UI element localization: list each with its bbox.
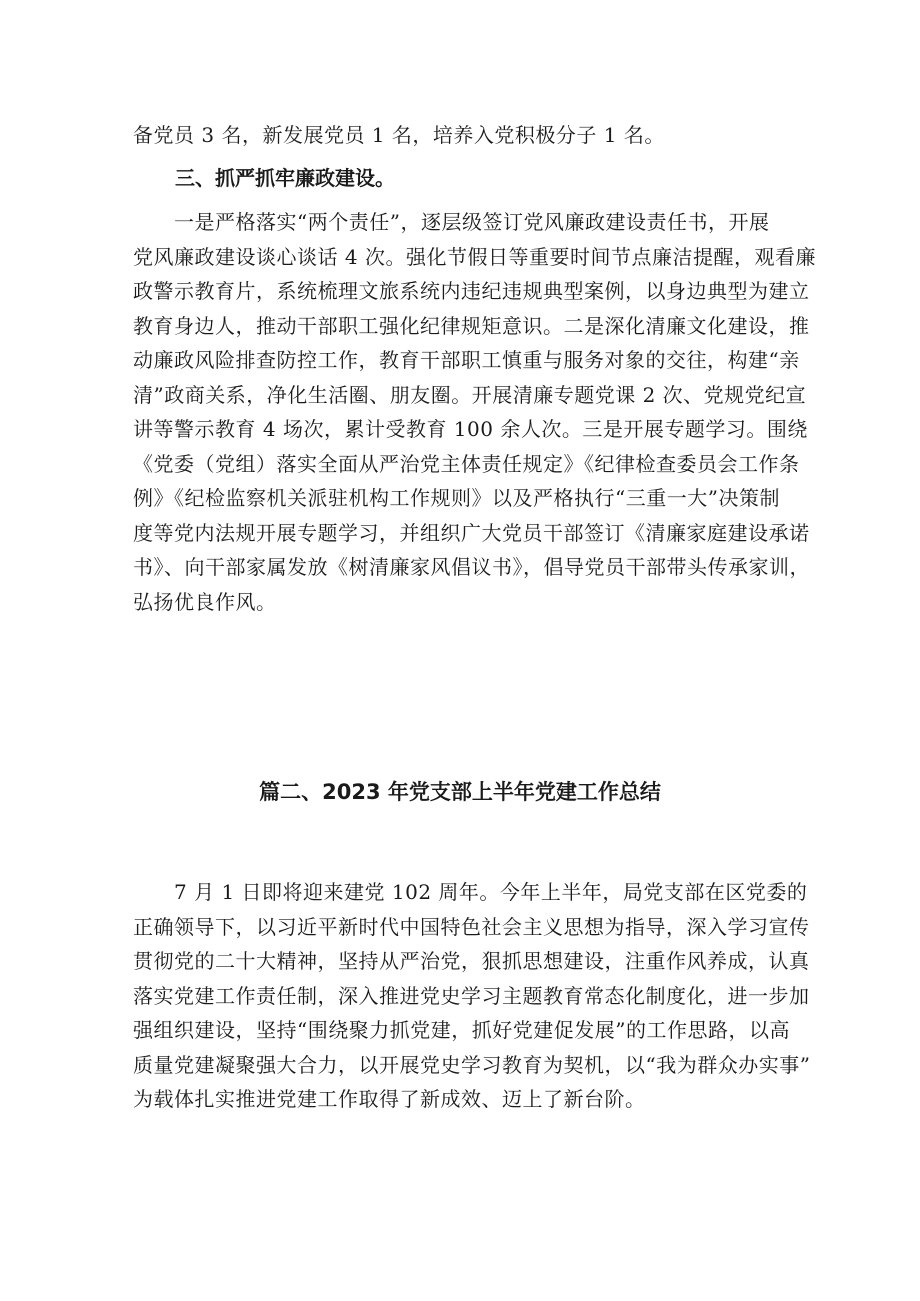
paragraph-line: 备党员 3 名，新发展党员 1 名，培养入党积极分子 1 名。 [133, 123, 665, 147]
article-title: 篇二、2023 年党支部上半年党建工作总结 [259, 780, 661, 804]
paragraph-line: 7 月 1 日即将迎来建党 102 周年。今年上半年，局党支部在区党委的 [133, 880, 808, 904]
section-heading: 三、抓严抓牢廉政建设。 [175, 166, 395, 190]
paragraph-line: 党风廉政建设谈心谈话 4 次。强化节假日等重要时间节点廉洁提醒，观看廉 [133, 244, 816, 269]
carryover-paragraph [133, 118, 793, 153]
paragraph-line: 讲等警示教育 4 场次，累计受教育 100 余人次。三是开展专题学习。围绕 [133, 417, 808, 441]
paragraph-line: 质量党建凝聚强大合力，以开展党史学习教育为契机，以“我为群众办实事” [133, 1052, 811, 1077]
paragraph-line: 度等党内法规开展专题学习，并组织广大党员干部签订《清廉家庭建设承诺 [133, 520, 810, 545]
article-body-paragraph [133, 875, 811, 1117]
section-body-paragraph [133, 205, 816, 619]
paragraph-line: 落实党建工作责任制，深入推进党史学习主题教育常态化制度化，进一步加 [133, 983, 810, 1008]
paragraph-line: 书》、向干部家属发放《树清廉家风倡议书》，倡导党员干部带头传承家训， [133, 555, 810, 579]
paragraph-line: 教育身边人，推动干部职工强化纪律规矩意识。二是深化清廉文化建设，推 [133, 313, 810, 338]
paragraph-line: 动廉政风险排查防控工作，教育干部职工慎重与服务对象的交往，构建“亲 [133, 348, 800, 372]
paragraph-line: 正确领导下，以习近平新时代中国特色社会主义思想为指导，深入学习宣传 [133, 914, 810, 939]
paragraph-line: 清”政商关系，净化生活圈、朋友圈。开展清廉专题党课 2 次、党规党纪宣 [133, 382, 807, 407]
paragraph-line: 弘扬优良作风。 [133, 589, 277, 614]
paragraph-line: 《党委（党组）落实全面从严治党主体责任规定》《纪律检查委员会工作条 [133, 451, 800, 476]
paragraph-line: 强组织建设，坚持“围绕聚力抓党建，抓好党建促发展”的工作思路，以高 [133, 1018, 790, 1042]
paragraph-line: 为载体扎实推进党建工作取得了新成效、迈上了新台阶。 [133, 1087, 646, 1111]
paragraph-line: 一是严格落实“两个责任”，逐层级签订党风廉政建设责任书，开展 [133, 210, 770, 234]
paragraph-line: 政警示教育片，系统梳理文旅系统内违纪违规典型案例，以身边典型为建立 [133, 279, 810, 303]
paragraph-line: 例》《纪检监察机关派驻机构工作规则》以及严格执行“三重一大”决策制 [133, 486, 780, 510]
paragraph-line: 贯彻党的二十大精神，坚持从严治党，狠抓思想建设，注重作风养成，认真 [133, 949, 810, 973]
